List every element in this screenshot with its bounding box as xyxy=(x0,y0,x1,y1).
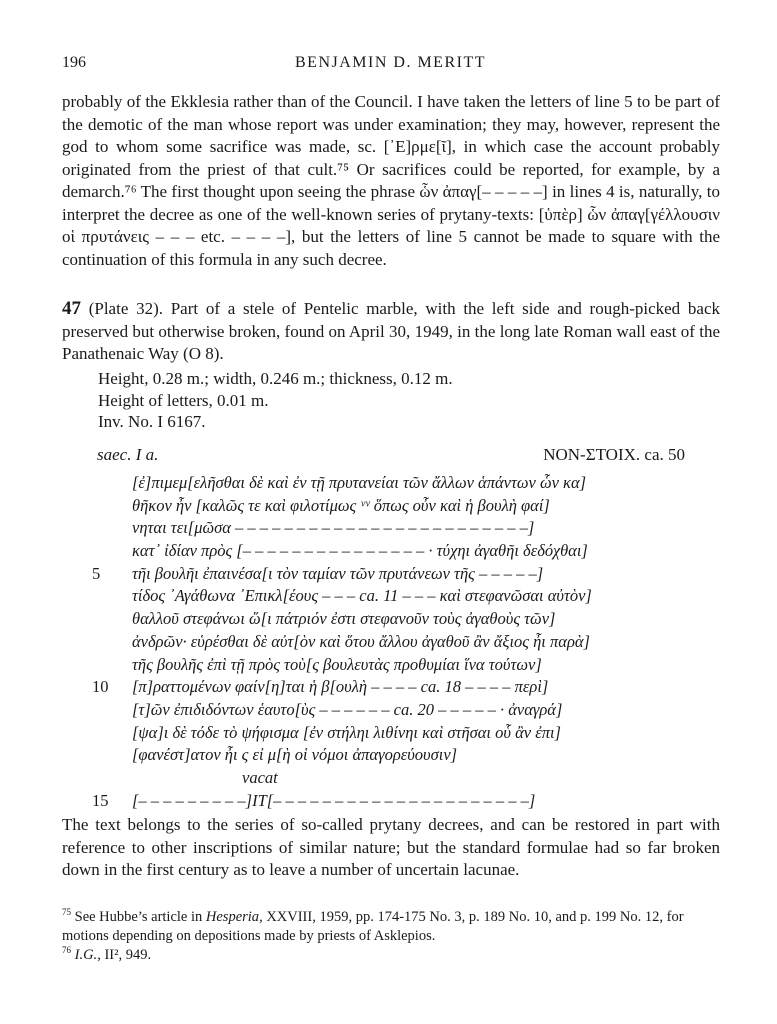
paragraph-discussion: probably of the Ekklesia rather than of the Council. I have taken the letters of line 5 to be part of the demotic of the man whose report was under examination; they may, however, represent the god to whom some sacrifice was made, sc. [᾿Ε]ρμε[ῖ], in which case the account probably originated from the priest of that cult.⁷⁵ Or sacrifices could be reported, for example, by a demarch.⁷⁶ The first thought upon seeing the phrase ὧν ἀπαγ[– – – – –] in lines 4 is, naturally, to interpret the decree as one of the well-known series of prytany-texts: [ὑπὲρ] ὧν ἀπαγ[γέλλουσιν οἱ πρυτάνεις – – – etc. – – – –], but the letters of line 5 cannot be made to square with the continuation of this formula in any such decree. xyxy=(62,92,720,269)
line-text: [ψα]ι δὲ τόδε τὸ ψήφισμα [ἐν στήληι λιθίνηι καὶ στῆσαι οὗ ἂν ἐπι] xyxy=(132,722,561,742)
inscription-line xyxy=(92,540,702,563)
line-text: κατ᾽ ἰδίαν πρὸς [– – – – – – – – – – – – – – – · τύχηι ἀγαθῆι δεδόχθαι] xyxy=(132,541,588,561)
line-text: τῆς βουλῆς ἐπὶ τῇ πρὸς τοὺ[ς βουλευτὰς προθυμίαι ἵνα τούτων] xyxy=(132,654,542,674)
line-text: θαλλοῦ στεφάνωι ὥ[ι πάτριόν ἐστι στεφανοῦν τοὺς ἀγαθοὺς τῶν] xyxy=(132,609,556,629)
inscription-line xyxy=(92,495,702,518)
footnote-75 xyxy=(62,908,720,946)
line-text: τῆι βουλῆι ἐπαινέσα[ι τὸν ταμίαν τῶν πρυτάνεων τῆς – – – – –] xyxy=(132,563,544,583)
line-text: [– – – – – – – – –]ΙΤ[– – – – – – – – – – – – – – – – – – – – –] xyxy=(132,790,536,810)
inscription-text xyxy=(92,472,702,812)
inscription-line xyxy=(92,654,702,677)
line-number: 15 xyxy=(92,790,109,810)
entry-description: (Plate 32). Part of a stele of Pentelic marble, with the left side and rough-picked back preserved but otherwise broken, found on April 30, 1949, in the long late Roman wall east of the Panathenaic Way (O 8). xyxy=(62,299,720,363)
footnote-76-ig: I.G. xyxy=(74,947,98,963)
inscription-line xyxy=(92,699,702,722)
line-text: vacat xyxy=(242,767,278,787)
inscription-line xyxy=(92,767,702,790)
stoichedon-label: NON-ΣΤΟΙΧ. ca. 50 xyxy=(543,445,685,464)
page-number: 196 xyxy=(62,54,86,71)
footnote-76-text: , II², 949. xyxy=(97,947,152,963)
line-text: [φανέστ]ατον ἦι ς εἰ μ[ὴ οἱ νόμοι ἀπαγορεύουσιν] xyxy=(132,745,458,765)
inscription-line xyxy=(92,585,702,608)
inscription-line xyxy=(92,722,702,745)
line-text: [ἐ]πιμεμ[ελῆσθαι δὲ καὶ ἐν τῇ πρυτανείαι τῶν ἄλλων ἁπάντων ὧν κα] xyxy=(132,473,587,492)
inscription-line xyxy=(92,563,702,586)
line-text: τίδος ᾿Αγάθωνα ᾿Επικλ[έους – – – ca. 11 – – – καὶ στεφανῶσαι αὐτὸν] xyxy=(132,586,592,606)
inscription-line xyxy=(92,472,702,495)
line-text: ἀνδρῶν· εὑρέσθαι δὲ αὐτ[ὸν καὶ ὅτου ἄλλου ἀγαθοῦ ἂν ἄξιος ἦι παρὰ] xyxy=(132,631,590,651)
inscription-line xyxy=(92,744,702,767)
date-label: saec. I a. xyxy=(97,445,159,464)
footnote-76-marker: 76 xyxy=(62,945,71,956)
footnote-75-journal: Hesperia xyxy=(205,909,260,925)
line-text: [π]ραττομένων φαίν[η]ται ἡ β[ουλὴ – – – – ca. 18 – – – – περὶ] xyxy=(132,677,549,697)
inscription-line xyxy=(92,517,702,540)
footnote-76 xyxy=(62,946,720,965)
footnote-75-text-b: , XXVIII, 1959, pp. 174-175 No. 3, p. 189 No. 10, and p. 199 No. 12, for motions depending on depositions made by priests of Asklepios. xyxy=(62,909,684,944)
inscription-line xyxy=(92,790,702,813)
footnote-75-marker: 75 xyxy=(62,907,71,918)
line-text: νηται τει[μῶσα – – – – – – – – – – – – – – – – – – – – – – – –] xyxy=(132,518,535,538)
footnote-75-text-a: See Hubbe’s article in xyxy=(71,909,206,925)
inscription-line xyxy=(92,676,702,699)
inscription-line xyxy=(92,608,702,631)
line-text: θῆκον ἦν [καλῶς τε καὶ φιλοτίμως ᵛᵛ ὅπως οὖν καὶ ἡ βουλὴ φαί] xyxy=(132,495,550,515)
dimensions-block xyxy=(98,368,453,433)
line-text: [τ]ῶν ἐπιδιδόντων ἑαυτο[ὺς – – – – – – ca. 20 – – – – – · ἀναγρά] xyxy=(132,699,563,719)
entry-paragraph xyxy=(62,298,720,366)
dimensions-letters: Height of letters, 0.01 m. xyxy=(98,390,269,410)
line-number: 10 xyxy=(92,677,109,697)
paragraph-commentary: The text belongs to the series of so-called prytany decrees, and can be restored in part with reference to other inscriptions of similar nature; but the standard formulae had so far broken down in the first century as to leave a number of uncertain lacunae. xyxy=(62,815,720,879)
dimensions-height: Height, 0.28 m.; width, 0.246 m.; thickness, 0.12 m. xyxy=(98,369,453,388)
inventory-number: Inv. No. I 6167. xyxy=(98,412,206,431)
inscription-line xyxy=(92,631,702,654)
line-number: 5 xyxy=(92,563,101,583)
running-head: BENJAMIN D. MERITT xyxy=(295,54,486,71)
page-header xyxy=(62,54,719,78)
entry-number: 47 xyxy=(62,298,81,319)
